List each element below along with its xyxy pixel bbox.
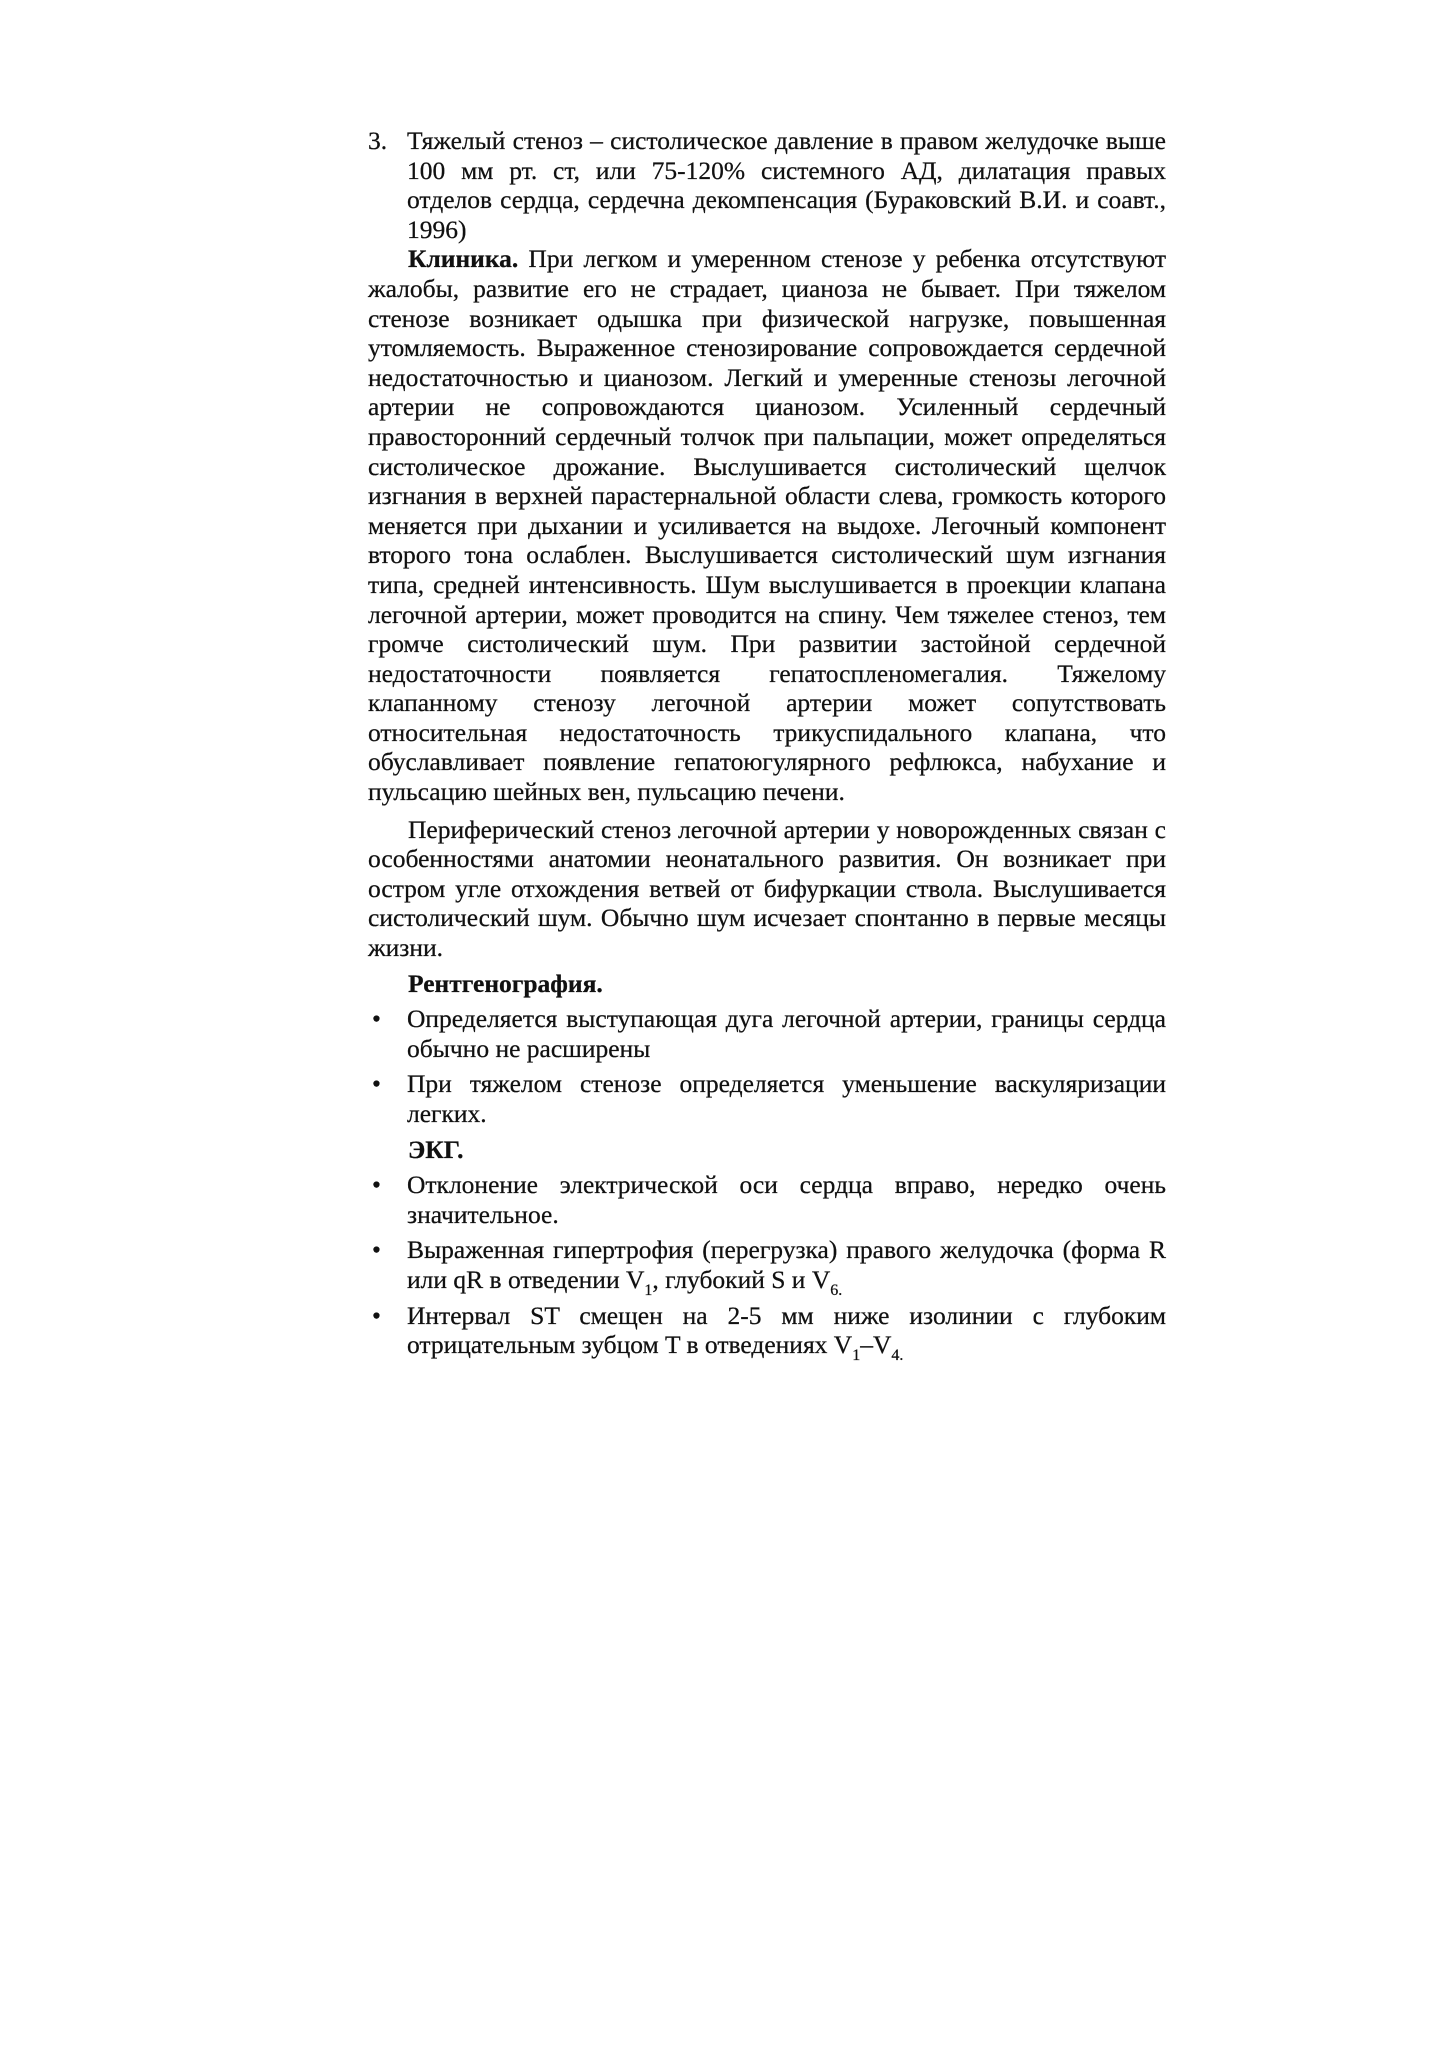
ecg-list [368, 1170, 1166, 1365]
peripheral-stenosis-paragraph: Периферический стеноз легочной артерии у новорожденных связан с особенностями анатомии неонатального развития. Он возникает при остром угле отхождения ветвей от бифуркации ствола. Выслушивается систолический шум. Обычно шум исчезает спонтанно в первые месяцы жизни. [368, 814, 1166, 963]
clinic-text: При легком и умеренном стенозе у ребенка отсутствуют жалобы, развитие его не страдает, цианоза не бывает. При тяжелом стенозе возникает одышка при физической нагрузке, повышенная утомляемость. Выраженное стенозирование сопровождается сердечной недостаточностью и цианозом. Легкий и умеренные стенозы легочной артерии не сопровождаются цианозом. Усиленный сердечный правосторонний сердечный толчок при пальпации, может определяться систолическое дрожание. Выслушивается систолический щелчок изгнания в верхней парастернальной области слева, громкость которого меняется при дыхании и усиливается на выдохе. Легочный компонент второго тона ослаблен. Выслушивается систолический шум изгнания типа, средней интенсивность. Шум выслушивается в проекции клапана легочной артерии, может проводится на спину. Чем тяжелее стеноз, тем громче систолический шум. При развитии застойной сердечной недостаточности появляется гепатоспленомегалия. Тяжелому клапанному стенозу легочной артерии может сопутствовать относительная недостаточность трикуспидального клапана, что обуславливает появление гепатоюгулярного рефлюкса, набухание и пульсацию шейных вен, пульсацию печени. [368, 244, 1166, 807]
list-item [368, 1004, 1166, 1063]
item-text: Тяжелый стеноз – систолическое давление в правом желудочке выше 100 мм рт. ст, или 75-120% системного АД, дилатация правых отделов сердца, сердечна декомпенсация (Бураковский В.И. и соавт., 1996) [407, 126, 1166, 244]
clinic-lead: Клиника. [408, 244, 519, 274]
bullet-icon: • [372, 1235, 381, 1265]
lead-subscript: 4. [891, 1347, 904, 1365]
lead-subscript: 1 [644, 1281, 653, 1299]
xray-list [368, 1004, 1166, 1128]
list-item-text: Определяется выступающая дуга легочной артерии, границы сердца обычно не расширены [407, 1004, 1166, 1063]
document-page [368, 126, 1166, 1365]
text-part: Интервал ST смещен на 2-5 мм ниже изолинии с глубоким отрицательным зубцом T в отведениях V [407, 1300, 1166, 1360]
bullet-icon: • [372, 1170, 381, 1200]
lead-subscript: 1 [852, 1347, 861, 1365]
item-number: 3. [368, 126, 388, 155]
list-item [368, 1300, 1166, 1365]
list-item [368, 1235, 1166, 1299]
bullet-icon: • [372, 1300, 381, 1330]
bullet-icon: • [372, 1004, 381, 1034]
clinic-paragraph [368, 244, 1166, 806]
text-part: , глубокий S и V [652, 1264, 831, 1294]
list-item [368, 1069, 1166, 1128]
list-item-text: Отклонение электрической оси сердца вправо, нередко очень значительное. [407, 1170, 1166, 1229]
text-part: –V [860, 1330, 892, 1360]
list-item-text [407, 1300, 1166, 1365]
list-item-text: При тяжелом стенозе определяется уменьшение васкуляризации легких. [407, 1069, 1166, 1128]
text-part: Выраженная гипертрофия (перегрузка) правого желудочка (форма R или qR в отведении V [407, 1235, 1166, 1294]
bullet-icon: • [372, 1069, 381, 1099]
ecg-heading: ЭКГ. [408, 1134, 464, 1164]
numbered-item-severe-stenosis [368, 126, 1166, 244]
list-item-text [407, 1235, 1166, 1299]
xray-heading: Рентгенография. [408, 968, 603, 998]
list-item [368, 1170, 1166, 1229]
lead-subscript: 6. [830, 1281, 843, 1299]
